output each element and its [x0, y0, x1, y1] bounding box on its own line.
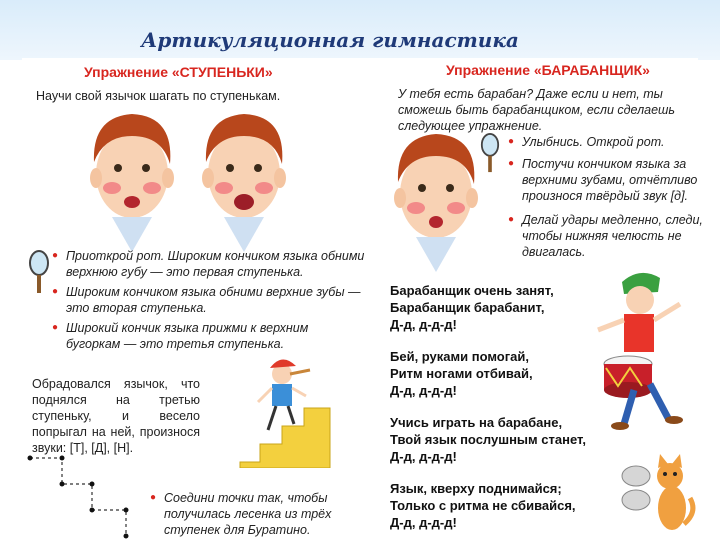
poem-line: Д-д, д-д-д! — [390, 317, 457, 332]
right-bullet-2: ● Постучи кончиком языка за верхними зубами, отчётливо произнося твёрдый звук [д]. — [508, 156, 708, 204]
poem-line: Ритм ногами отбивай, — [390, 366, 533, 381]
poem-line: Учись играть на барабане, — [390, 415, 563, 430]
left-intro: Научи свой язычок шагать по ступенькам. — [36, 89, 281, 103]
boy-face-3 — [386, 122, 486, 272]
left-bullet-3: ● Широкий кончик языка прижми к верхним бугоркам — это третья ступенька. — [52, 320, 366, 352]
poem-line: Язык, кверху поднимайся; — [390, 481, 562, 496]
left-story: Обрадовался язычок, что поднялся на третью ступеньку, и весело попрыгал на ней, произнося звуки: [Т], [Д], [Н]. — [32, 377, 200, 455]
pinocchio-stairs-illustration — [230, 352, 340, 468]
right-bullet-3: ● Делай удары медленно, следи, чтобы нижняя челюсть не двигалась. — [508, 212, 708, 260]
left-task: ● Соедини точки так, чтобы получилась лесенка из трёх ступенек для Буратино. — [150, 490, 354, 538]
poem-line: Барабанщик барабанит, — [390, 300, 545, 315]
right-heading: Упражнение «БАРАБАНЩИК» — [446, 62, 650, 78]
cat-cymbals-illustration — [618, 442, 696, 540]
page-title: Артикуляционная гимнастика — [141, 28, 519, 52]
right-bullet-1: ● Улыбнись. Открой рот. — [508, 134, 708, 150]
poem-stanza-1 — [390, 282, 554, 333]
left-heading: Упражнение «СТУПЕНЬКИ» — [84, 64, 273, 80]
mirror-icon-right — [480, 132, 500, 174]
mirror-icon — [28, 250, 50, 294]
poem-line: Д-д, д-д-д! — [390, 515, 457, 530]
right-intro: У тебя есть барабан? Даже если и нет, ты сможешь быть барабанщиком, если сделаешь следующее упражнение. — [398, 87, 676, 133]
poem-line: Бей, руками помогай, — [390, 349, 530, 364]
poem-stanza-2 — [390, 348, 533, 399]
dot-staircase — [26, 454, 146, 540]
boy-face-2 — [194, 102, 294, 252]
poem-line: Только с ритма не сбивайся, — [390, 498, 576, 513]
poem-line: Барабанщик очень занят, — [390, 283, 554, 298]
boy-face-1 — [82, 102, 182, 252]
poem-line: Твой язык послушным станет, — [390, 432, 587, 447]
left-bullet-2: ● Широким кончиком языка обними верхние зубы — это вторая ступенька. — [52, 284, 366, 316]
poem-stanza-4 — [390, 480, 576, 531]
worksheet-page — [22, 58, 703, 540]
poem-stanza-3 — [390, 414, 586, 465]
poem-line: Д-д, д-д-д! — [390, 449, 457, 464]
left-bullet-1: ● Приоткрой рот. Широким кончиком языка обними верхнюю губу — это первая ступенька. — [52, 248, 366, 280]
poem-line: Д-д, д-д-д! — [390, 383, 457, 398]
drummer-boy-illustration — [584, 264, 696, 432]
